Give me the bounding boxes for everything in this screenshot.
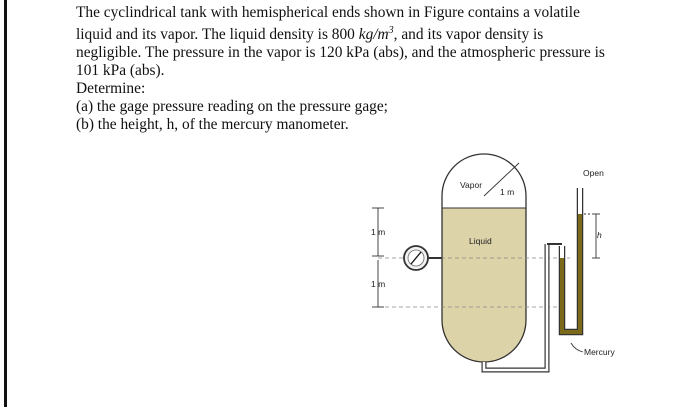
liquid-label: Liquid	[469, 236, 492, 246]
problem-line-3: negligible. The pressure in the vapor is 120 kPa (abs), and the atmospheric pressure is	[76, 44, 605, 62]
upper-dimension-label: 1 m	[371, 227, 386, 237]
problem-line-4: 101 kPa (abs).	[76, 62, 165, 80]
open-label: Open	[583, 168, 604, 178]
part-a: (a) the gage pressure reading on the pressure gage;	[76, 98, 388, 116]
density-unit: $kg/m^3$	[358, 25, 394, 44]
part-b: (b) the height, h, of the mercury manometer.	[76, 116, 349, 134]
problem-line-1: The cyclindrical tank with hemispherical ends shown in Figure contains a volatile	[76, 4, 580, 21]
h-label: h	[597, 230, 602, 240]
radius-label: 1 m	[500, 187, 515, 197]
line-2-start: liquid and its vapor. The liquid density is 800	[76, 26, 359, 44]
mercury-pointer	[571, 343, 583, 352]
lower-dimension-label: 1 m	[371, 279, 386, 289]
vapor-label: Vapor	[460, 180, 483, 190]
manometer-tube	[562, 188, 580, 332]
density-unit-exponent: 3	[388, 25, 394, 36]
liquid-fill	[438, 208, 530, 368]
mercury-label: Mercury	[584, 347, 615, 357]
problem-line-5: Determine:	[76, 80, 146, 98]
line-2-end: , and its vapor density is	[393, 26, 544, 44]
